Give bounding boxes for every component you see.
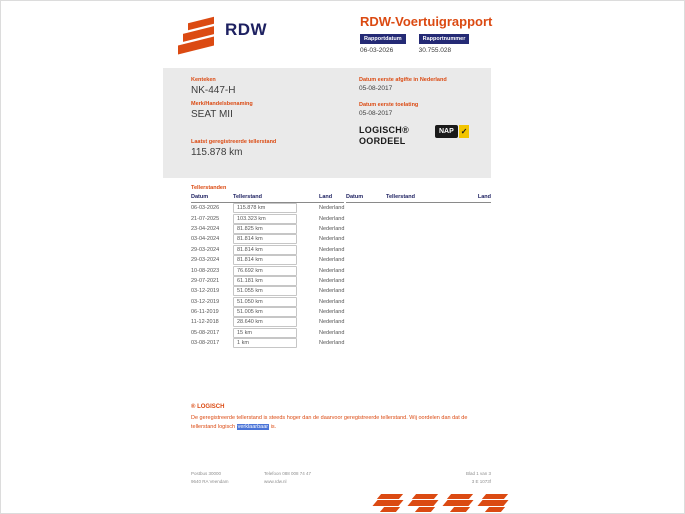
tellerstand-box: 51.005 km	[233, 307, 297, 317]
footer-pageinfo	[431, 470, 491, 486]
cell-land: Nederland	[319, 319, 345, 326]
table-row	[191, 265, 344, 275]
stripe-flag-icon	[443, 494, 475, 513]
cell-datum: 23-04-2024	[191, 225, 220, 232]
cell-land: Nederland	[319, 298, 345, 305]
cell-datum: 11-12-2018	[191, 319, 219, 326]
cell-land: Nederland	[319, 288, 345, 295]
table-row	[191, 224, 344, 234]
cell-datum: 03-12-2019	[191, 298, 220, 305]
cell-datum: 21-07-2025	[191, 215, 220, 222]
oordeel-line1: LOGISCH®	[359, 125, 410, 135]
table-row	[191, 307, 344, 317]
cell-datum: 29-07-2021	[191, 277, 220, 284]
stripe-flag-icon	[408, 494, 440, 513]
tellerstand-box: 115.878 km	[233, 203, 297, 213]
cell-tellerstand	[233, 297, 319, 307]
logisch-note-title: ® LOGISCH	[191, 404, 225, 410]
cell-tellerstand	[233, 266, 319, 276]
cell-datum: 06-11-2019	[191, 309, 219, 316]
merk-field	[191, 101, 253, 120]
col-header-land-2: Land	[477, 194, 491, 200]
merk-value: SEAT MII	[191, 109, 233, 120]
cell-land: Nederland	[319, 205, 345, 212]
nap-text: NAP	[435, 125, 458, 138]
tellerstanden-section-title: Tellerstanden	[191, 185, 227, 191]
cell-tellerstand	[233, 317, 319, 327]
tellerstand-box: 51.055 km	[233, 286, 297, 296]
table-row	[191, 328, 344, 338]
col-header-datum: Datum	[191, 194, 209, 200]
cell-land: Nederland	[319, 225, 345, 232]
rapportnummer-label: Rapportnummer	[419, 34, 470, 44]
afgifte-field	[359, 77, 447, 92]
oordeel-line2: OORDEEL	[359, 136, 406, 146]
tellerstand-box: 51.050 km	[233, 297, 297, 307]
table-row	[191, 297, 344, 307]
table-row	[191, 213, 344, 223]
cell-land: Nederland	[319, 267, 345, 274]
table-row	[191, 245, 344, 255]
logisch-note-text	[191, 414, 467, 432]
cell-land: Nederland	[319, 329, 345, 336]
cell-land: Nederland	[319, 246, 345, 253]
rapportnummer-field	[419, 34, 470, 54]
rdw-logo	[178, 14, 267, 54]
cell-land: Nederland	[319, 236, 345, 243]
tellerstand-box: 15 km	[233, 328, 297, 338]
stripe-flag-icon	[373, 494, 405, 513]
tellerstanden-table-continued	[346, 194, 491, 203]
col-header-tellerstand-2: Tellerstand	[386, 194, 415, 200]
kenteken-label: Kenteken	[191, 77, 216, 83]
tellerstand-box: 81.825 km	[233, 224, 297, 234]
tellerstand-box: 76.692 km	[233, 266, 297, 276]
logisch-line1: De geregistreerde tellerstand is steeds hoger dan de daarvoor geregistreerde tellerstand. Wij oordelen dan dat de	[191, 415, 468, 421]
tellerstand-box: 28.640 km	[233, 317, 297, 327]
kenteken-field	[191, 77, 235, 96]
tellerstand-box: 1 km	[233, 338, 297, 348]
col-header-datum-2: Datum	[346, 194, 364, 200]
cell-tellerstand	[233, 214, 319, 224]
nap-logo	[435, 125, 469, 138]
merk-label: Merk/Handelsbenaming	[191, 101, 253, 107]
decorative-stripes	[373, 494, 510, 513]
col-header-tellerstand: Tellerstand	[233, 194, 262, 200]
table-row	[191, 276, 344, 286]
tellerstanden-table	[191, 194, 344, 348]
tellerstand-value: 115.878 km	[191, 147, 243, 158]
cell-datum: 03-04-2024	[191, 236, 220, 243]
cell-datum: 29-03-2024	[191, 257, 220, 264]
cell-tellerstand	[233, 338, 319, 348]
afgifte-value: 05-08-2017	[359, 85, 393, 92]
toelating-value: 05-08-2017	[359, 110, 393, 117]
cell-tellerstand	[233, 307, 319, 317]
kenteken-value: NK-447-H	[191, 85, 236, 96]
footer-doc-code: 3 E 1073f	[471, 479, 491, 484]
laatste-tellerstand-field	[191, 139, 276, 158]
cell-tellerstand	[233, 203, 319, 213]
nap-check-icon: ✓	[460, 127, 468, 136]
rdw-flag-icon	[178, 14, 218, 54]
logisch-line2-post: is.	[269, 424, 277, 430]
afgifte-label: Datum eerste afgifte in Nederland	[359, 77, 447, 83]
cell-datum: 03-12-2019	[191, 288, 220, 295]
table-row	[191, 338, 344, 348]
table-row	[191, 286, 344, 296]
report-meta	[360, 34, 469, 54]
cell-tellerstand	[233, 276, 319, 286]
cell-tellerstand	[233, 224, 319, 234]
toelating-field	[359, 102, 418, 117]
rapportdatum-value: 06-03-2026	[360, 47, 394, 54]
logisch-line2-pre: tellerstand logisch	[191, 424, 237, 430]
footer-postbus: Postbus 30000	[191, 471, 222, 476]
stripe-flag-icon	[478, 494, 510, 513]
table-row	[191, 203, 344, 213]
tellerstand-box: 61.181 km	[233, 276, 297, 286]
toelating-label: Datum eerste toelating	[359, 102, 419, 108]
cell-tellerstand	[233, 234, 319, 244]
rapportdatum-label: Rapportdatum	[360, 34, 406, 44]
footer-address	[191, 470, 229, 486]
cell-tellerstand	[233, 328, 319, 338]
tellerstand-label: Laatst geregistreerde tellerstand	[191, 139, 277, 145]
rapportnummer-value: 30.755.028	[418, 47, 452, 54]
table-body	[191, 203, 344, 348]
cell-datum: 29-03-2024	[191, 246, 220, 253]
tellerstand-box: 81.814 km	[233, 255, 297, 265]
cell-datum: 10-08-2023	[191, 267, 220, 274]
table-row	[191, 234, 344, 244]
table-row	[191, 255, 344, 265]
footer-contact	[264, 470, 311, 486]
vehicle-summary-panel	[163, 68, 491, 178]
footer-page-number: Blad 1 van 3	[465, 471, 491, 476]
tellerstand-box: 103.323 km	[233, 214, 297, 224]
footer-website-link[interactable]: www.rdw.nl	[264, 479, 287, 484]
cell-land: Nederland	[319, 215, 345, 222]
footer-city: 9640 RA Veendam	[191, 479, 229, 484]
table-row	[191, 317, 344, 327]
rapportdatum-field	[360, 34, 406, 54]
table-header-right	[346, 194, 491, 203]
cell-land: Nederland	[319, 309, 345, 316]
cell-datum: 06-03-2026	[191, 205, 220, 212]
selected-text-highlight: verklaarbaar	[237, 424, 269, 430]
table-header	[191, 194, 344, 203]
footer-phone: Telefoon 088 008 74 47	[264, 471, 312, 476]
cell-tellerstand	[233, 255, 319, 265]
cell-land: Nederland	[319, 340, 345, 347]
tellerstand-box: 81.814 km	[233, 245, 297, 255]
logisch-note	[191, 404, 467, 432]
rdw-brand-text: RDW	[225, 20, 268, 39]
cell-datum: 03-08-2017	[191, 340, 220, 347]
cell-tellerstand	[233, 245, 319, 255]
report-title: RDW-Voertuigrapport	[360, 14, 493, 29]
cell-datum: 05-08-2017	[191, 329, 220, 336]
logisch-oordeel-text	[359, 125, 409, 147]
cell-land: Nederland	[319, 277, 345, 284]
cell-land: Nederland	[319, 257, 345, 264]
tellerstand-box: 81.814 km	[233, 234, 297, 244]
col-header-land: Land	[319, 194, 333, 200]
cell-tellerstand	[233, 286, 319, 296]
